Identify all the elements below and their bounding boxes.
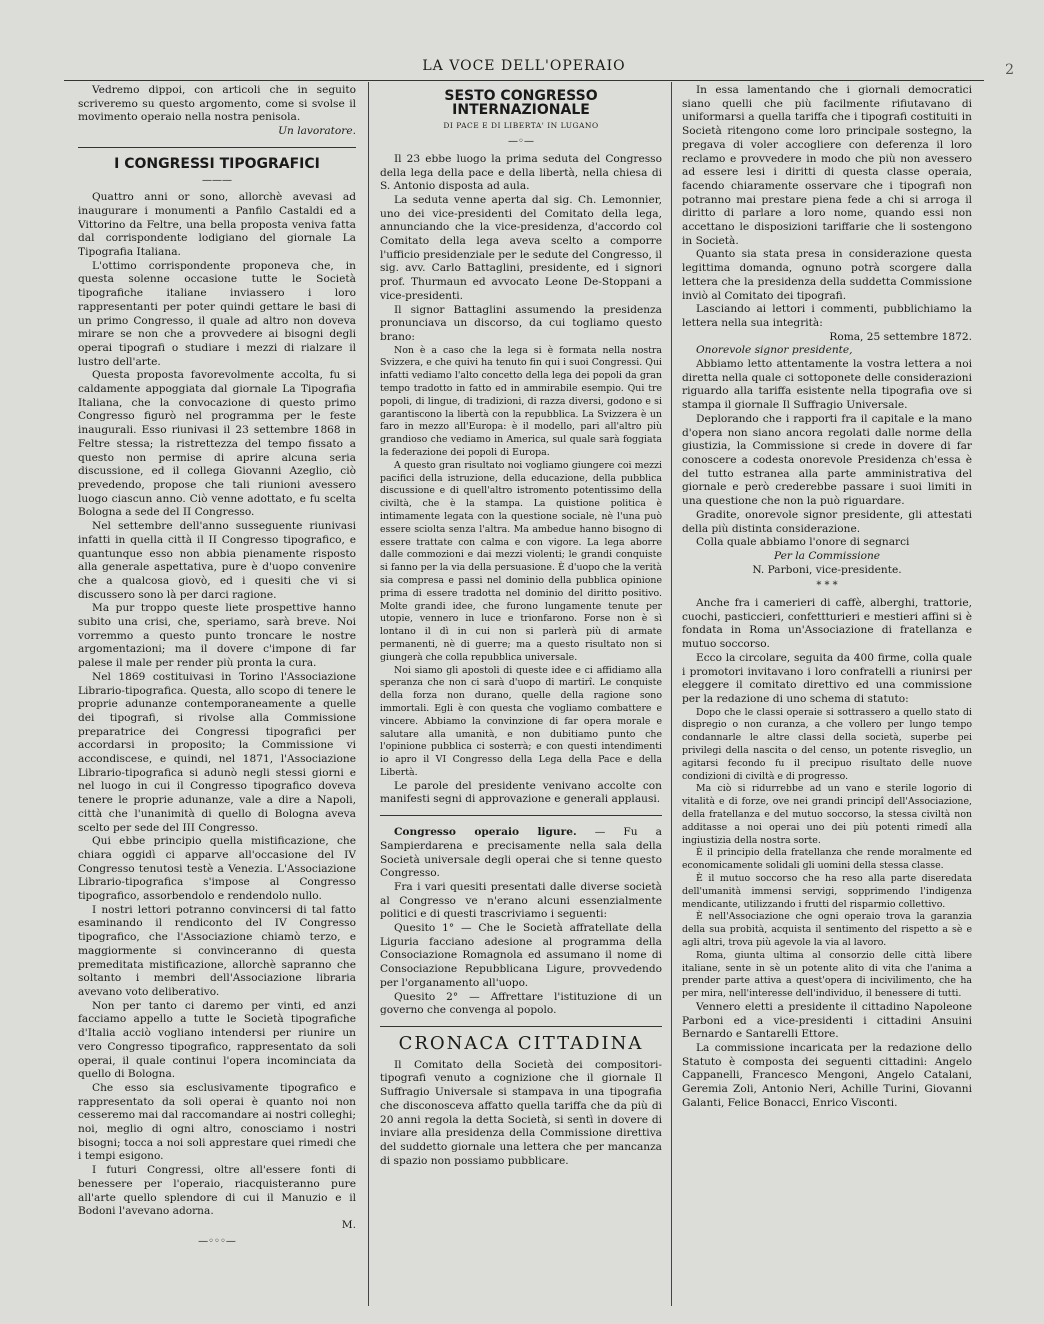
letter-for: Per la Commissione	[773, 549, 881, 562]
paragraph: Fra i vari quesiti presentati dalle diverse società al Congresso ve n'erano alcuni essenzialmente politici e di questi trascriviamo i seguenti:	[380, 880, 662, 921]
article-title: SESTO CONGRESSO INTERNAZIONALE	[444, 88, 598, 118]
separator	[380, 815, 662, 816]
letter-salutation: Onorevole signor presidente,	[696, 344, 853, 357]
paragraph: La commissione incaricata per la redazione dello Statuto è composta dei seguenti cittadini: Angelo Cappanelli, Francesco Mengoni, Angelo Catalani, Geremia Zoli, Antonio Neri, Achille Turini, Giovanni Galanti, Felice Bonacci, Enrico Visconti.	[682, 1042, 972, 1109]
paragraph: I futuri Congressi, oltre all'essere fonti di benessere per l'operaio, riacquisteranno pure all'arte quello splendore di cui il Manuzio e il Bodoni l'avevano adorna.	[78, 1164, 356, 1218]
intro-paragraph: Vedremo dippoi, con articoli che in seguito scriveremo su questo argomento, come si svolse il movimento operaio nella nostra penisola.	[78, 84, 356, 124]
ornament: ———	[202, 174, 232, 186]
column-3	[682, 84, 972, 1304]
paragraph: Non per tanto ci daremo per vinti, ed anzi facciamo appello a tutte le Società tipografiche d'Italia acciò vogliano intendersi per riunire un vero Congresso tipografico, rappresentato da soli operai, il quale continui l'opera incominciata da quello di Bologna.	[78, 999, 356, 1081]
header-rule	[64, 80, 984, 81]
ornament: —◦—	[508, 136, 534, 148]
letter-paragraph: Abbiamo letto attentamente la vostra lettera a noi diretta nella quale ci sottoponete delle considerazioni riguardo alla tariffa esistente nella tipografia ove si stampa il giornale Il Suffragio Universale.	[682, 358, 972, 412]
paragraph: L'ottimo corrispondente proponeva che, in questa solenne occasione tutte le Società tipografiche italiane inviassero i loro rappresentanti per poter quindi gettare le basi di un primo Congresso, il quale ad altro non doveva mirare se non che a provvedere ai bisogni degli operai tipografi o studiare i mezzi di rialzare il lustro dell'arte.	[78, 259, 356, 368]
circolare-paragraph: È nell'Associazione che ogni operaio trova la garanzia della sua probità, acquista il sentimento del rispetto a sè e agli altri, trova più agevole la via al lavoro.	[682, 911, 972, 948]
letter-date: Roma, 25 settembre 1872.	[829, 330, 972, 343]
page-number: 2	[1005, 62, 1014, 78]
paragraph: Qui ebbe principio quella mistificazione, che chiara oggidì ci apparve all'occasione del IV Congresso tenutosi testè a Venezia. L'Associazione Librario-tipografica s'impose al Congresso tipografico, assorbendolo e rendendolo nullo.	[78, 835, 356, 903]
column-1	[78, 84, 356, 1304]
ligure-heading: Congresso operaio ligure.	[394, 826, 577, 839]
paragraph: Questa proposta favorevolmente accolta, fu si caldamente appoggiata dal giornale La Tipografia Italiana, che la convocazione di questo primo Congresso figurò nel programma per le feste inaugurali. Esso riunivasi il 23 settembre 1868 in Feltre stessa; la ristrettezza del tempo fissato a questo non permise di aprire alcuna seria discussione, ed il collega Giovanni Azeglio, ciò prevedendo, propose che tali riunioni avessero luogo ciascun anno. Ciò venne adottato, e fu scelta Bologna a sede del II Congresso.	[78, 369, 356, 519]
circolare-paragraph: Roma, giunta ultima al consorzio delle città libere italiane, sente in sè un potente alito di vita che l'anima a prender parte attiva a quest'opera di incivilimento, che ha per mira, nell'interesse dell'individuo, il benessere di tutti.	[682, 949, 972, 1000]
paragraph: In essa lamentando che i giornali democratici siano quelli che più facilmente rifiutavano di uniformarsi a quella tariffa che i tipografi costituiti in Società ritengono come loro principale sostegno, la pregava di voler accogliere con deferenza il loro reclamo e provvedere in modo che più non avessero ad essere lesi i diritti di questa classe operaia, facendo chiaramente osservare che i tipografi non potranno mai prestare piena fede a chi si arroga il diritto di parlare a loro nome, quando essi non accettano le disposizioni tariffarie che li sostengono in Società.	[682, 84, 972, 247]
column-divider	[368, 82, 369, 1306]
paragraph: La seduta venne aperta dal sig. Ch. Lemonnier, uno dei vice-presidenti del Comitato della lega, annunciando che la vice-presidenza, d'accordo col Comitato della lega aveva scelto a comporre l'ufficio presidenziale per le sedute del Congresso, il sig. avv. Carlo Battaglini, presidente, ed i signori prof. Thurmaun ed avvocato Leone De-Stoppani a vice-presidenti.	[380, 193, 662, 302]
circolare-paragraph: Dopo che le classi operaie si sottrassero a quello stato di dispregio o non curanza, a che vollero per lungo tempo condannarle le altre classi della società, superbe pei privilegi della nascita o del censo, un potente risveglio, un agitarsi fecondo fu il precipuo risultato delle nuove condizioni di civiltà e di progresso.	[682, 706, 972, 782]
quesito: Quesito 1° — Che le Società affratellate della Liguria facciano adesione al programma della Consociazione Romagnola ed assumano il nome di Consociazione Repubblicana Ligure, provvedendo per l'organamento all'uopo.	[380, 922, 662, 989]
article-subtitle: DI PACE E DI LIBERTA' IN LUGANO	[443, 121, 599, 131]
end-ornament: —◦◦◦—	[198, 1235, 236, 1247]
letter-paragraph: Colla quale abbiamo l'onore di segnarci	[696, 536, 910, 549]
paragraph: I nostri lettori potranno convincersi di tal fatto esaminando il rendiconto del IV Congresso tipografico, che l'Associazione chiamò terzo, e maggiormente si convinceranno di questa premeditata mistificazione, allorchè sapranno che soltanto i membri dell'Associazione libraria avevano voto deliberativo.	[78, 903, 356, 998]
paragraph: Nel settembre dell'anno susseguente riunivasi infatti in quella città il II Congresso tipografico, e quantunque esso non abbia pienamente risposto alla generale aspettativa, pure è d'uopo convenire che a qualcosa giovò, ed i quesiti che vi si discussero sono là per darci ragione.	[78, 520, 356, 601]
circolare-paragraph: Ma ciò si ridurrebbe ad un vano e sterile logorio di vitalità e di forze, ove nei grandi principî dell'Associazione, della fratellanza e del mutuo soccorso, la stessa civiltà non additasse a noi operai uno dei più potenti rimedî alla ingiustizia della nostra sorte.	[682, 783, 972, 846]
separator	[78, 147, 356, 148]
paragraph: Ecco la circolare, seguita da 400 firme, colla quale i promotori invitavano i loro confratelli a riunirsi per eleggere il comitato direttivo ed una commissione per la redazione di uno schema di statuto:	[682, 651, 972, 705]
paragraph: Nel 1869 costituivasi in Torino l'Associazione Librario-tipografica. Questa, allo scopo di tenere le proprie adunanze contemporaneamente a quelle dei tipografi, si rivolse alla Commissione preparatrice dei Congressi tipografici per accordarsi in proposito; la Commissione vi accondiscese, e quindi, nel 1871, l'Associazione Librario-tipografica si adunò negli stessi giorni e nel luogo in cui il Congresso tipografico doveva tenere le proprie adunanze, vale a dire a Napoli, città che l'unanimità di quello di Bologna aveva scelto per sede del III Congresso.	[78, 670, 356, 834]
circolare-paragraph: È il principio della fratellanza che rende moralmente ed economicamente solidali gli uomini della stessa classe.	[682, 847, 972, 872]
paragraph: Quattro anni or sono, allorchè avevasi ad inaugurare i monumenti a Panfilo Castaldi ed a Vittorino da Feltre, una bella proposta veniva fatta dal corrispondente lodigiano del giornale La Tipografia Italiana.	[78, 191, 356, 259]
asterism: * * *	[816, 580, 838, 592]
paragraph: Quanto sia stata presa in considerazione questa legittima domanda, ognuno potrà scorgere dalla lettera che la presidenza della suddetta Commissione inviò al Comitato dei tipografi.	[682, 248, 972, 302]
paragraph: Le parole del presidente venivano accolte con manifesti segni di approvazione e generali applausi.	[380, 779, 662, 806]
circolare-paragraph: È il mutuo soccorso che ha reso alla parte diseredata dell'umanità immensi servigi, sopprimendo l'indigenza mendicante, utilizzando i frutti del risparmio collettivo.	[682, 873, 972, 910]
paragraph: Ma pur troppo queste liete prospettive hanno subito una crisi, che, speriamo, sarà breve. Noi vorremmo a questo punto troncare le nostre argomentazioni; ma il dovere c'impone di far palese il male per render più pronta la cura.	[78, 602, 356, 670]
paragraph: Il Comitato della Società dei compositori-tipografi venuto a cognizione che il giornale Il Suffragio Universale si stampava in una tipografia che disconosceva affatto quella tariffa che da più di 20 anni regola la detta Società, si sentì in dovere di inviare alla presidenza della Commissione direttiva del suddetto giornale una lettera che per mancanza di spazio non possiamo pubblicare.	[380, 1058, 662, 1167]
article-title: I CONGRESSI TIPOGRAFICI	[114, 155, 320, 172]
column-2	[380, 84, 662, 1304]
section-title: CRONACA CITTADINA	[398, 1033, 644, 1054]
letter-paragraph: Deplorando che i rapporti fra il capitale e la mano d'opera non siano ancora regolati dalle norme della giustizia, la Commissione si crede in dovere di far conoscere a codesta onorevole Presidenza ch'essa è del tutto estranea alla parte amministrativa del giornale e però crederebbe passare i suoi limiti in una questione che non la può riguardare.	[682, 412, 972, 508]
quote-paragraph: A questo gran risultato noi vogliamo giungere coi mezzi pacifici della istruzione, della educazione, della pubblica discussione e di quell'altro istromento potentissimo della civiltà, che è la stampa. La quistione politica è intimamente legata con la questione sociale, nè l'una può essere sciolta senza l'altra. Ma ambedue hanno bisogno di essere trattate con calma e con vigore. La lega aborre dalle commozioni e dai mezzi violenti; le grandi conquiste si fanno per la via della persuasione. È d'uopo che la verità sia compresa e passi nel dominio della pubblica opinione prima di essere tradotta nel dominio del diritto positivo. Molte grandi idee, che furono lungamente tenute per utopie, vennero in luce e trionfarono. Forse non è sì lontano il dì in cui non si parlerà più di armate permanenti, nè di guerre; ma a questo risultato non si giungerà che colla repubblica universale.	[380, 459, 662, 663]
separator	[380, 1026, 662, 1027]
intro-signature: Un lavoratore.	[278, 125, 356, 138]
paragraph: Il signor Battaglini assumendo la presidenza pronunciava un discorso, da cui togliamo questo brano:	[380, 303, 662, 343]
article-signature: M.	[341, 1218, 356, 1231]
paragraph: Vennero eletti a presidente il cittadino Napoleone Parboni ed a vice-presidenti i cittadini Ansuini Bernardo e Santarelli Ettore.	[682, 1000, 972, 1041]
ligure-paragraph: Congresso operaio ligure. — Fu a Sampierdarena e precisamente nella sala della Società universale degli operai che si tenne questo Congresso.	[380, 826, 662, 880]
quote-paragraph: Non è a caso che la lega si è formata nella nostra Svizzera, e che quivi ha tenuto fin qui i suoi Congressi. Qui infatti vediamo l'alto concetto della lega dei popoli da gran tempo tradotto in fatto ed in ammirabile esempio. Qui tre popoli, di lingue, di tradizioni, di razza diversi, godono e si garantiscono la libertà con la repubblica. La Svizzera è un faro in mezzo all'Europa: è il modello, pari all'altro più grandioso che vediamo in America, sul quale sarà foggiata la federazione dei popoli di Europa.	[380, 344, 662, 459]
letter-signature: N. Parboni, vice-presidente.	[752, 563, 902, 576]
paragraph: Il 23 ebbe luogo la prima seduta del Congresso della lega della pace e della libertà, nella chiesa di S. Antonio disposta ad aula.	[380, 152, 662, 193]
paragraph: Che esso sia esclusivamente tipografico e rappresentato da soli operai è quanto noi non cesseremo mai dal raccomandare ai nostri colleghi; noi, meglio di ogni altro, conosciamo i nostri bisogni; tocca a noi soli apprestare quei rimedi che i tempi esigono.	[78, 1081, 356, 1163]
letter-paragraph: Gradite, onorevole signor presidente, gli attestati della più distinta considerazione.	[682, 508, 972, 535]
quesito: Quesito 2° — Affrettare l'istituzione di un governo che convenga al popolo.	[380, 990, 662, 1017]
paragraph: Anche fra i camerieri di caffè, alberghi, trattorie, cuochi, pasticcieri, confettturieri e mestieri affini si è fondata in Roma un'Associazione di fratellanza e mutuo soccorso.	[682, 597, 972, 651]
quote-paragraph: Noi siamo gli apostoli di queste idee e ci affidiamo alla speranza che non ci sarà d'uopo di martirî. Le conquiste della forza non durano, quelle della ragione sono immortali. Egli è con questa che vogliamo combattere e vincere. Abbiamo la convinzione di far opera morale e salutare alla umanità, e non dubitiamo punto che l'opinione pubblica ci sosterrà; e con questi intendimenti io apro il VI Congresso della Lega della Pace e della Libertà.	[380, 664, 662, 778]
paragraph: Lasciando ai lettori i commenti, pubblichiamo la lettera nella sua integrità:	[682, 303, 972, 329]
masthead: LA VOCE DELL'OPERAIO	[422, 58, 626, 74]
column-divider	[671, 82, 672, 1306]
